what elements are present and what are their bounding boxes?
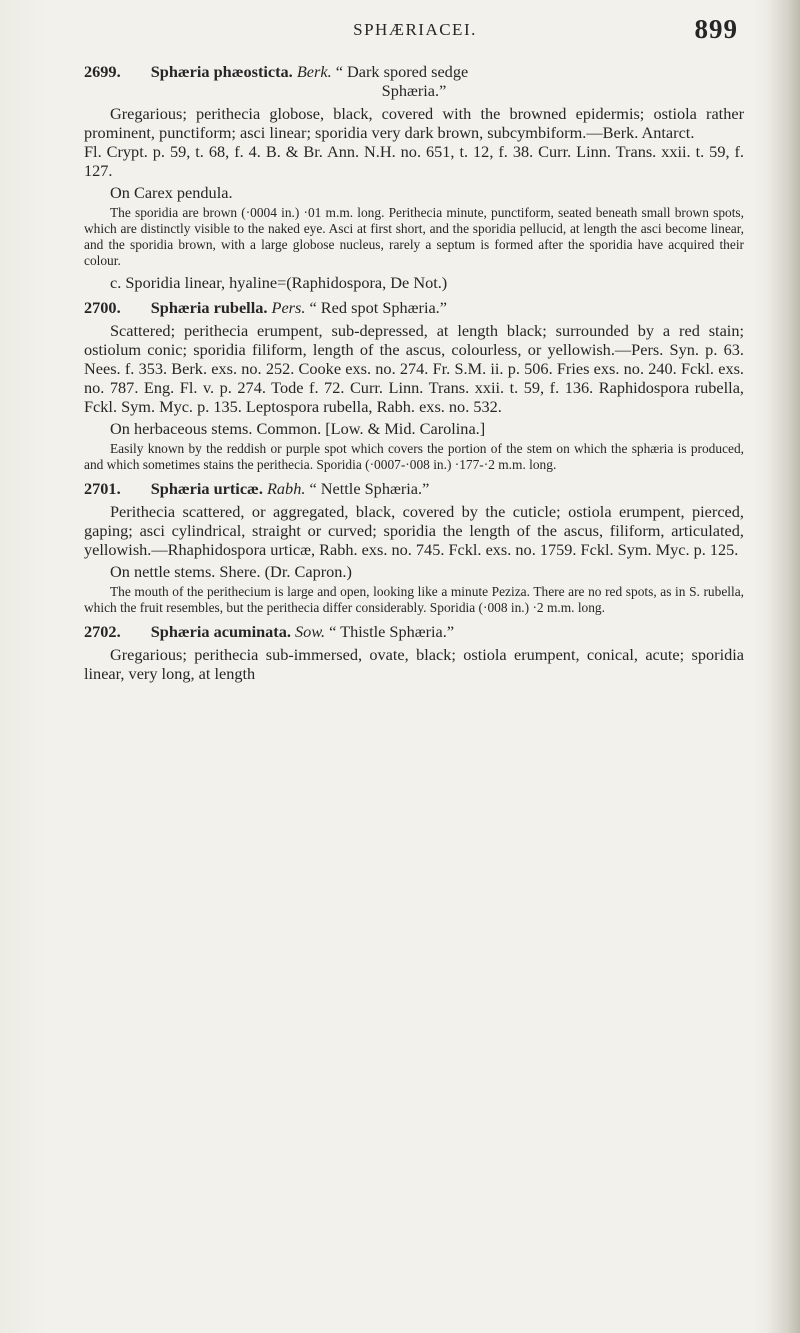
species-heading [84,62,744,100]
species-name: Sphæria phæosticta. [150,62,293,81]
page-body [84,56,744,683]
species-authority: Sow. [295,622,326,641]
species-authority: Pers. [271,298,306,317]
species-description: Scattered; perithecia erumpent, sub-depressed, at length black; surrounded by a red stain; ostiolum conic; sporidia filiform, length of the ascus, colourless, or yellowish.—Pers. Syn. p. 63. Nees. f. 353. Berk. exs. no. 252. Cooke exs. no. 274. Fr. S.M. ii. p. 506. Fries exs. no. 240. Fckl. exs. no. 787. Eng. Fl. v. p. 274. Tode f. 72. Curr. Linn. Trans. xxii. t. 59, f. 136. Raphidospora rubella, Fckl. Sym. Myc. p. 135. Leptospora rubella, Rabh. exs. no. 532. [84,321,744,416]
common-name: “ Thistle Sphæria.” [329,622,455,641]
species-habitat: On herbaceous stems. Common. [Low. & Mid. Carolina.] [110,419,486,438]
species-variety: c. Sporidia linear, hyaline=(Raphidospora, De Not.) [110,273,448,292]
species-heading [84,622,744,641]
page-number: 899 [694,14,738,44]
species-notes: Easily known by the reddish or purple spot which covers the portion of the stem on which the sphæria is produced, and which sometimes stains the perithecia. Sporidia (·0007-·008 in.) ·177-·2 m.m. long. [84,441,744,472]
species-number: 2700. [84,298,121,317]
species-habitat: On Carex pendula. [110,183,233,202]
species-name: Sphæria acuminata. [150,622,291,641]
common-name: “ Dark spored sedge [335,62,469,81]
species-number: 2702. [84,622,121,641]
species-heading [84,479,744,498]
species-name: Sphæria urticæ. [150,479,263,498]
species-heading [84,298,744,317]
species-notes: The mouth of the perithecium is large and open, looking like a minute Peziza. There are no red spots, as in S. rubella, which the fruit resembles, but the perithecia differ considerably. Sporidia (·008 in.) ·2 m.m. long. [84,584,744,615]
running-head: SPHÆRIACEI. [353,20,477,39]
species-number: 2699. [84,62,121,81]
common-name: “ Red spot Sphæria.” [309,298,447,317]
species-notes: The sporidia are brown (·0004 in.) ·01 m.m. long. Perithecia minute, punctiform, seated beneath small brown spots, which are distinctly visible to the naked eye. Asci at first short, and the sporidia pellucid, at length the asci become linear, and the sporidia brown, with a large globose nucleus, rarely a septum is formed after the sporidia have acquired their colour. [84,205,744,268]
species-references: Fl. Crypt. p. 59, t. 68, f. 4. B. & Br. Ann. N.H. no. 651, t. 12, f. 38. Curr. Linn. Trans. xxii. t. 59, f. 127. [84,142,744,180]
common-name-continued: Sphæria.” [381,81,447,100]
species-authority: Rabh. [266,479,306,498]
common-name: “ Nettle Sphæria.” [309,479,430,498]
species-name: Sphæria rubella. [150,298,268,317]
species-description: Perithecia scattered, or aggregated, black, covered by the cuticle; ostiola erumpent, pierced, gaping; asci cylindrical, straight or curved; sporidia the length of the ascus, filiform, articulated, yellowish.—Rhaphidospora urticæ, Rabh. exs. no. 745. Fckl. exs. no. 1759. Fckl. Sym. Myc. p. 125. [84,502,744,559]
species-authority: Berk. [296,62,332,81]
species-number: 2701. [84,479,121,498]
species-description: Gregarious; perithecia globose, black, covered with the browned epidermis; ostiola rather prominent, punctiform; asci linear; sporidia very dark brown, subcymbiform.—Berk. Antarct. [84,104,744,142]
page-header [92,14,738,54]
species-habitat: On nettle stems. Shere. (Dr. Capron.) [110,562,352,581]
species-description: Gregarious; perithecia sub-immersed, ovate, black; ostiola erumpent, conical, acute; sporidia linear, very long, at length [84,645,744,683]
